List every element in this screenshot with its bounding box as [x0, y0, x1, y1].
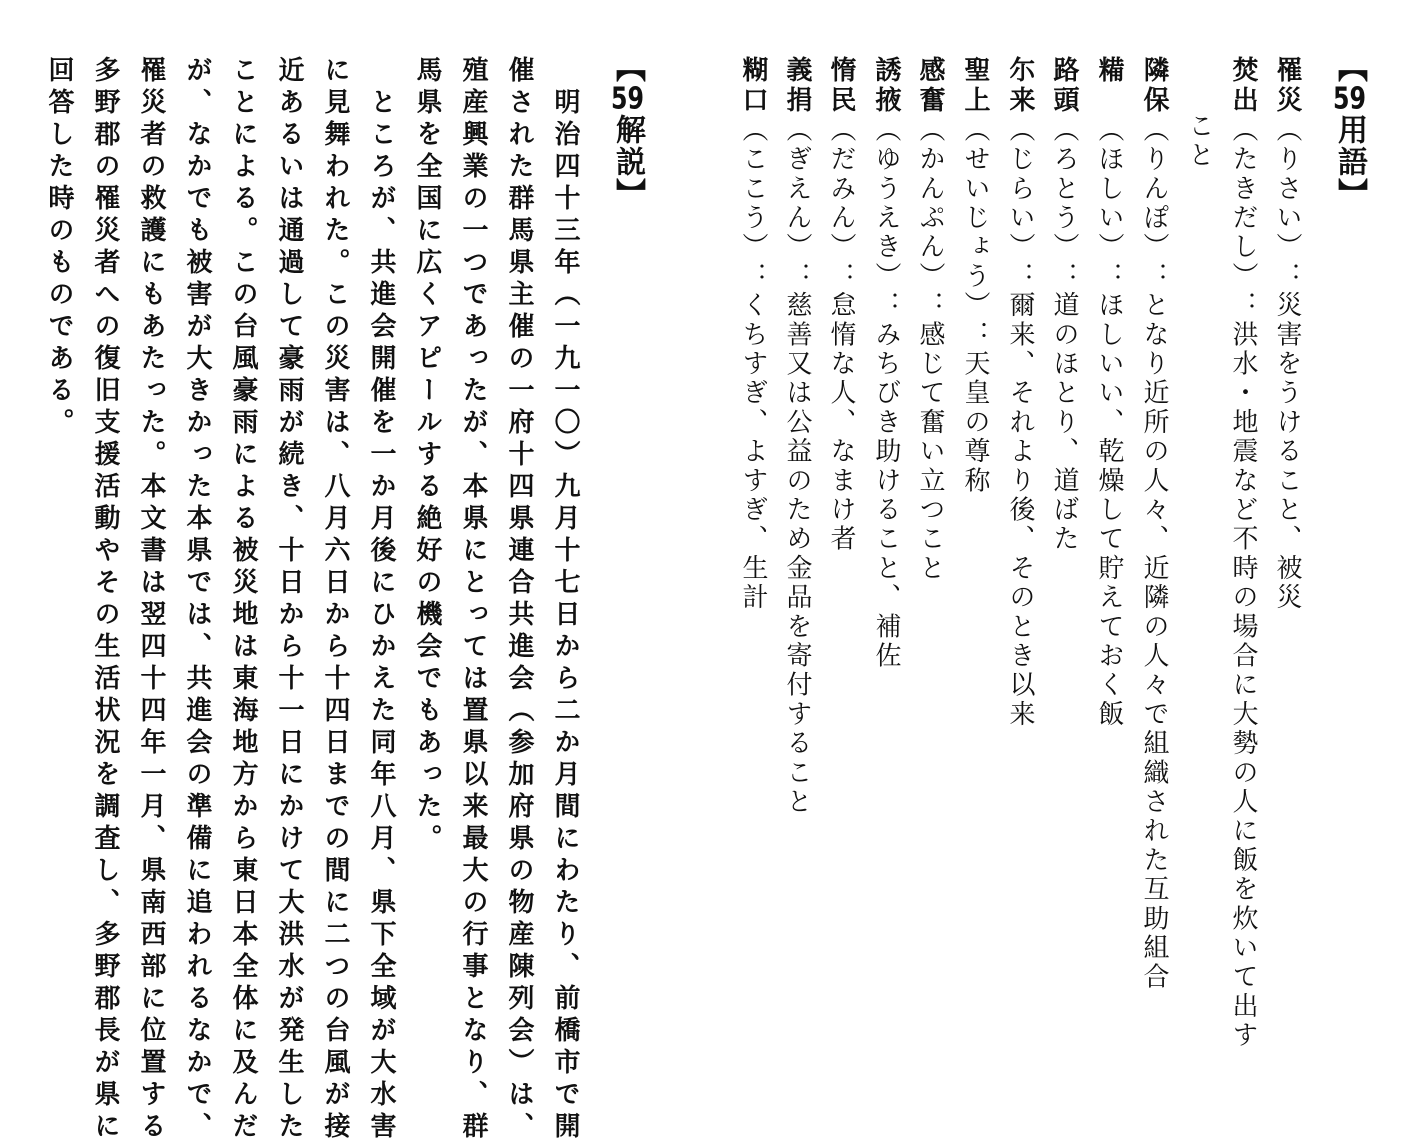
glossary-reading: （かんぷん）： [915, 116, 945, 321]
glossary-entry [828, 56, 854, 554]
glossary-reading: （りんぽ）： [1139, 116, 1169, 292]
glossary-definition: 爾来、それより後、そのとき以来 [1005, 291, 1035, 730]
glossary-entry [1274, 56, 1300, 612]
commentary-line: 催された群馬県主催の一府十四県連合共進会（参加府県の物産陳列会）は、 [504, 56, 534, 1144]
glossary-definition: 天皇の尊称 [960, 349, 990, 496]
glossary-term: 路頭 [1049, 56, 1079, 116]
glossary-definition: ほしいい、乾燥して貯えておく飯 [1094, 291, 1124, 730]
heading-word: 解説 [610, 114, 645, 178]
glossary-term: 糒 [1094, 56, 1124, 116]
glossary-heading [1332, 52, 1367, 210]
glossary-definition: くちすぎ、よすぎ、生計 [738, 291, 768, 613]
glossary-reading: （ほしい）： [1094, 116, 1124, 292]
glossary-entry [740, 56, 766, 612]
glossary-term: 惰民 [826, 56, 856, 116]
glossary-reading: （ここう）： [738, 116, 768, 292]
glossary-definition: 慈善又は公益のため金品を寄付すること [782, 291, 812, 817]
heading-bracket-close: 】 [610, 178, 645, 210]
glossary-term: 義捐 [782, 56, 812, 116]
glossary-reading: （だみん）： [826, 116, 856, 292]
glossary-entry [784, 56, 810, 817]
commentary-line: 近あるいは通過して豪雨が続き、十日から十一日にかけて大洪水が発生した [274, 56, 304, 1144]
glossary-definition: 災害をうけること、被災 [1272, 291, 1302, 613]
glossary-term: 焚出 [1228, 56, 1258, 116]
commentary-line: 殖産興業の一つであったが、本県にとっては置県以来最大の行事となり、群 [458, 56, 488, 1144]
heading-bracket-open: 【 [610, 52, 645, 84]
glossary-entry [1007, 56, 1033, 729]
glossary-reading: （せいじょう）： [960, 116, 990, 350]
glossary-reading: （じらい）： [1005, 116, 1035, 292]
heading-word: 用語 [1332, 114, 1367, 178]
glossary-entry [1230, 56, 1256, 1050]
glossary-term: 感奮 [915, 56, 945, 116]
commentary-line: 罹災者の救護にもあたった。本文書は翌四十四年一月、県南西部に位置する [136, 56, 166, 1144]
glossary-reading: （ゆうえき）： [871, 116, 901, 321]
glossary-definition: 怠惰な人、なまけ者 [826, 291, 856, 555]
commentary-line: ことによる。この台風豪雨による被災地は東海地方から東日本全体に及んだ [228, 56, 258, 1144]
glossary-definition: 洪水・地震など不時の場合に大勢の人に飯を炊いて出す [1228, 320, 1258, 1051]
heading-bracket-open: 【 [1332, 52, 1367, 84]
glossary-term: 聖上 [960, 56, 990, 116]
glossary-reading: （たきだし）： [1228, 116, 1258, 321]
heading-number: 59 [1333, 84, 1366, 114]
commentary-line: ところが、共進会開催を一か月後にひかえた同年八月、県下全域が大水害 [366, 88, 396, 1144]
glossary-definition: 感じて奮い立つこと [915, 320, 945, 584]
commentary-line: 馬県を全国に広くアピールする絶好の機会でもあった。 [412, 56, 442, 856]
glossary-term: 隣保 [1139, 56, 1169, 116]
commentary-heading [610, 52, 645, 210]
commentary-line: に見舞われた。この災害は、八月六日から十四日までの間に二つの台風が接 [320, 56, 350, 1144]
heading-number: 59 [611, 84, 644, 114]
glossary-reading: （ぎえん）： [782, 116, 812, 292]
commentary-line: が、なかでも被害が大きかった本県では、共進会の準備に追われるなかで、 [182, 56, 212, 1144]
commentary-line: 明治四十三年（一九一〇）九月十七日から二か月間にわたり、前橋市で開 [550, 88, 580, 1144]
glossary-reading: （ろとう）： [1049, 116, 1079, 292]
commentary-line: 多野郡の罹災者への復旧支援活動やその生活状況を調査し、多野郡長が県に [90, 56, 120, 1144]
glossary-entry [917, 56, 943, 583]
glossary-definition: となり近所の人々、近隣の人々で組織された互助組合 [1139, 291, 1169, 993]
glossary-term: 尓来 [1005, 56, 1035, 116]
glossary-term: 糊口 [738, 56, 768, 116]
glossary-entry [1051, 56, 1077, 554]
glossary-definition: こと [1184, 112, 1214, 171]
glossary-definition: 道のほとり、道ばた [1049, 291, 1079, 555]
heading-bracket-close: 】 [1332, 178, 1367, 210]
glossary-entry [873, 56, 899, 671]
glossary-entry [1096, 56, 1122, 729]
glossary-entry [1141, 56, 1167, 992]
glossary-entry-continuation [1186, 112, 1212, 170]
glossary-entry [962, 56, 988, 496]
glossary-term: 罹災 [1272, 56, 1302, 116]
commentary-line: 回答した時のものである。 [44, 56, 74, 440]
glossary-reading: （りさい）： [1272, 116, 1302, 292]
glossary-definition: みちびき助けること、補佐 [871, 320, 901, 671]
glossary-term: 誘掖 [871, 56, 901, 116]
